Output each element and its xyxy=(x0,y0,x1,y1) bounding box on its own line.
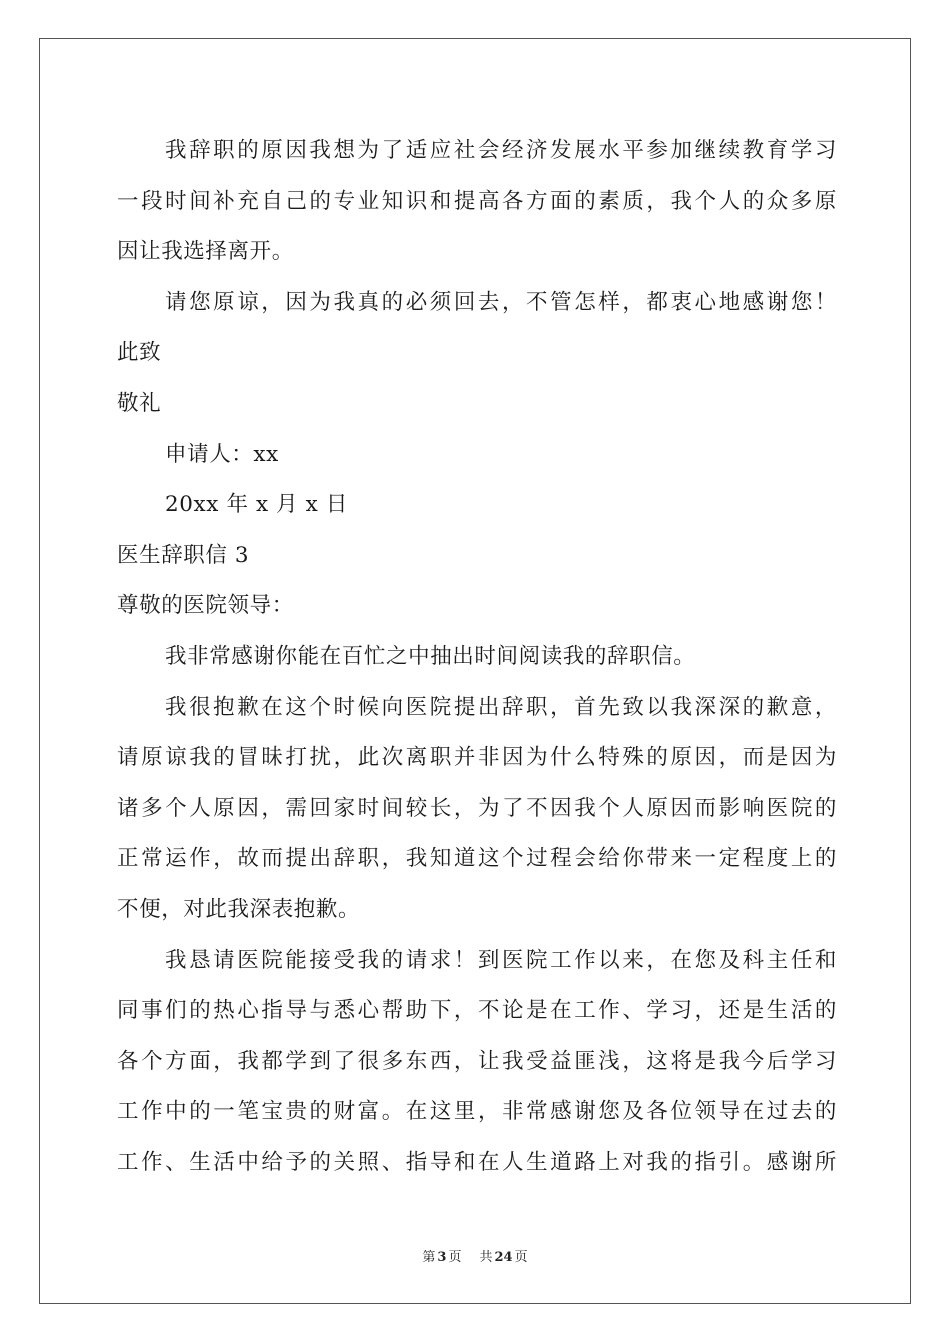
body-line: 我辞职的原因我想为了适应社会经济发展水平参加继续教育学习 xyxy=(165,138,837,163)
applicant-line: 申请人：xx xyxy=(165,441,279,467)
body-line: 请您原谅，因为我真的必须回去，不管怎样，都衷心地感谢您！ xyxy=(165,289,837,315)
body-line: 诸多个人原因，需回家时间较长，为了不因我个人原因而影响医院的 xyxy=(117,795,837,821)
body-line: 因让我选择离开。 xyxy=(117,239,294,265)
salutation-line: 敬礼 xyxy=(117,390,162,416)
body-line: 工作、生活中给予的关照、指导和在人生道路上对我的指引。感谢所 xyxy=(117,1149,837,1175)
total-suffix: 页 xyxy=(514,1250,528,1265)
body-line: 我恳请医院能接受我的请求！到医院工作以来，在您及科主任和 xyxy=(165,947,837,973)
total-pages: 24 xyxy=(494,1250,513,1265)
page-prefix: 第 xyxy=(422,1250,436,1265)
body-line: 一段时间补充自己的专业知识和提高各方面的素质，我个人的众多原 xyxy=(117,188,837,214)
date-line: 20xx 年 x 月 x 日 xyxy=(165,492,348,518)
letter-body xyxy=(117,126,837,1188)
page-footer xyxy=(0,1246,950,1265)
total-prefix: 共 xyxy=(479,1250,493,1265)
body-line: 正常运作，故而提出辞职，我知道这个过程会给你带来一定程度上的 xyxy=(117,846,837,872)
page-number: 3 xyxy=(437,1250,447,1265)
recipient-line: 尊敬的医院领导： xyxy=(117,593,294,619)
salutation-line: 此致 xyxy=(117,340,162,366)
page-suffix: 页 xyxy=(448,1250,462,1265)
body-line: 工作中的一笔宝贵的财富。在这里，非常感谢您及各位领导在过去的 xyxy=(117,1099,837,1125)
body-line: 各个方面，我都学到了很多东西，让我受益匪浅，这将是我今后学习 xyxy=(117,1048,837,1074)
body-line: 同事们的热心指导与悉心帮助下，不论是在工作、学习，还是生活的 xyxy=(117,998,837,1024)
body-line: 我很抱歉在这个时候向医院提出辞职，首先致以我深深的歉意， xyxy=(165,694,837,720)
body-line: 请原谅我的冒昧打扰，此次离职并非因为什么特殊的原因，而是因为 xyxy=(117,745,837,771)
body-line: 不便，对此我深表抱歉。 xyxy=(117,896,361,922)
section-title: 医生辞职信 3 xyxy=(117,542,250,568)
body-line: 我非常感谢你能在百忙之中抽出时间阅读我的辞职信。 xyxy=(165,643,696,669)
